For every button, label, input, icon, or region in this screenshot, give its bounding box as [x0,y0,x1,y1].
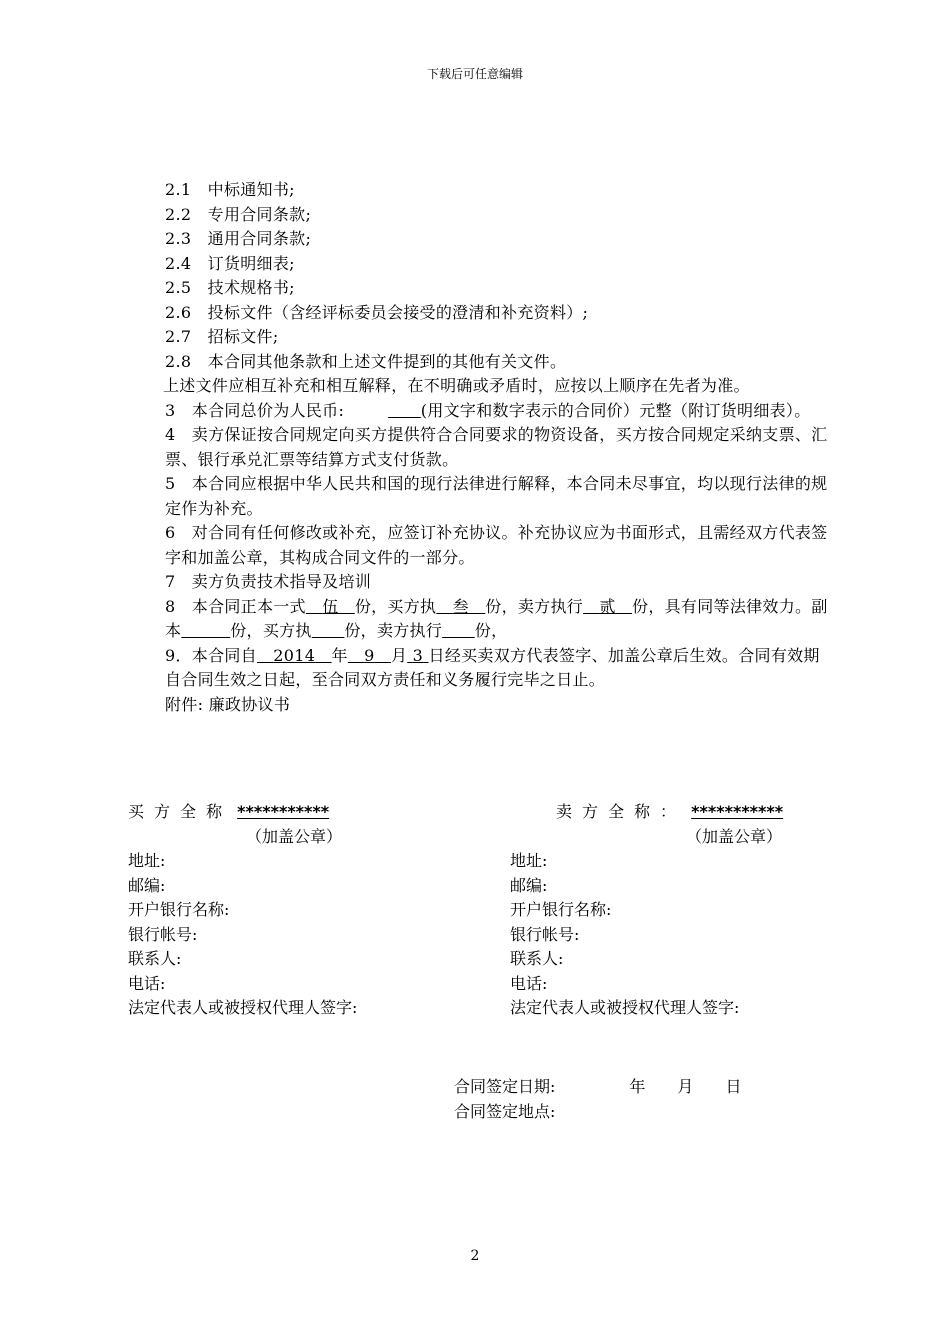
buyer-dup-blank [312,621,345,640]
list-item: 2.4 订货明细表; [165,253,295,273]
clause-8-d: 份，具有同等法律效力。副本 [165,596,828,640]
day-value: 3 [412,645,424,665]
seller-signature-label: 法定代表人或被授权代理人签字: [510,998,740,1017]
price-blank [388,401,421,420]
buyer-bank-name-label: 开户银行名称: [128,900,230,919]
sign-date-row [454,1074,741,1099]
clause-3-text-b: (用文字和数字表示的合同价）元整（附订货明细表）。 [420,400,811,420]
buyer-copies-count: 叁 [452,596,469,616]
seller-title: 卖方全称： [556,802,687,821]
duplicate-blank [181,621,230,640]
sign-place-row [454,1099,741,1124]
clause-9-c: 月 [390,645,408,665]
seller-copies-count: 贰 [599,596,616,616]
clause-8-g: 份， [474,621,508,640]
clause-9-a: 9．本合同自 [165,645,257,665]
buyer-title: 买方全称 [128,802,233,821]
page-header: 下载后可任意编辑 [426,67,523,81]
clause-9-b: 年 [331,645,348,665]
clause-8-f: 份，卖方执行 [344,621,443,640]
order-text: 上述文件应相互补充和相互解释，在不明确或矛盾时，应按以上顺序在先者为准。 [163,376,750,395]
page-number: 2 [470,1248,480,1264]
year-value: 2014 [273,645,316,665]
seller-contact-label: 联系人: [510,949,564,968]
seller-title-row [510,800,832,825]
clause-4: 4 卖方保证按合同规定向买方提供符合合同要求的物资设备，买方按合同规定采纳支票、汇票、银行承兑汇票等结算方式支付货款。 [165,425,828,469]
buyer-name: *********** [237,802,330,821]
list-item: 2.2 专用合同条款; [165,204,312,224]
buyer-contact-label: 联系人: [128,949,182,968]
list-item: 2.3 通用合同条款; [165,229,312,248]
seller-dup-blank [442,621,475,640]
seller-name: *********** [691,802,784,821]
order-paragraph [128,374,830,399]
buyer-copies-value [436,597,485,616]
clause-6: 6 对合同有任何修改或补充，应签订补充协议。补充协议应为书面形式，且需经双方代表签字和加盖公章，其构成合同文件的一部分。 [165,523,828,567]
list-item: 2.8 本合同其他条款和上述文件提到的其他有关文件。 [165,351,567,371]
buyer-title-row [128,800,508,825]
month-value: 9 [364,645,375,665]
clause-3-text: 3 本合同总价为人民币: [165,400,345,420]
clause-8-e: 份，买方执 [230,621,312,640]
buyer-address-label: 地址: [128,851,166,870]
buyer-fields [128,849,508,1021]
clause-5: 5 本合同应根据中华人民共和国的现行法律进行解释，本合同未尽事宜，均以现行法律的规定作为补充。 [165,474,828,518]
clause-8-b: 份，买方执 [354,596,437,616]
list-item: 2.1 中标通知书; [165,180,295,199]
seller-bank-name-label: 开户银行名称: [510,900,612,919]
buyer-phone-label: 电话: [128,973,166,993]
buyer-signature-label: 法定代表人或被授权代理人签字: [128,998,358,1017]
clause-3 [128,399,830,424]
clause-9 [128,644,830,693]
effective-day [407,646,428,665]
seller-postcode-label: 邮编: [510,875,548,895]
buyer-seal: （加盖公章） [246,826,343,846]
effective-month [348,646,391,665]
clause-8-c: 份，卖方执行 [485,596,584,616]
effective-year [257,646,332,665]
buyer-bank-account-label: 银行帐号: [128,924,198,944]
sign-place-label: 合同签定地点: [454,1102,556,1121]
sign-date-year: 年 [629,1077,646,1096]
seller-copies-value [583,597,632,616]
sign-date-day: 日 [725,1077,742,1096]
signing-info [454,1074,741,1124]
sign-date-label: 合同签定日期: [454,1077,556,1096]
buyer-postcode-label: 邮编: [128,875,166,895]
sign-date-month: 月 [677,1077,694,1096]
seller-phone-label: 电话: [510,973,548,993]
list-item: 2.5 技术规格书; [165,278,295,297]
seller-address-label: 地址: [510,851,548,870]
copies-count: 伍 [322,596,339,616]
clause-9-d: 日经买卖双方代表签字、加盖公章后生效。合同有效期自合同生效之日起，至合同双方责任和义务履行完毕之日止。 [165,645,820,689]
attachment-line: 附件: 廉政协议书 [165,694,291,714]
seller-fields [510,849,832,1021]
clause-8-a: 8 本合同正本一式 [165,596,306,616]
seller-bank-account-label: 银行帐号: [510,924,580,944]
clause-7: 7 卖方负责技术指导及培训 [165,572,372,591]
copies-value [306,597,355,616]
seller-seal: （加盖公章） [686,826,783,846]
clause-8 [128,595,830,644]
list-item: 2.7 招标文件; [165,327,279,346]
contract-body [128,178,830,717]
seller-block [510,800,832,1021]
list-item: 2.6 投标文件（含经评标委员会接受的澄清和补充资料）; [165,302,589,322]
buyer-block [128,800,508,1021]
